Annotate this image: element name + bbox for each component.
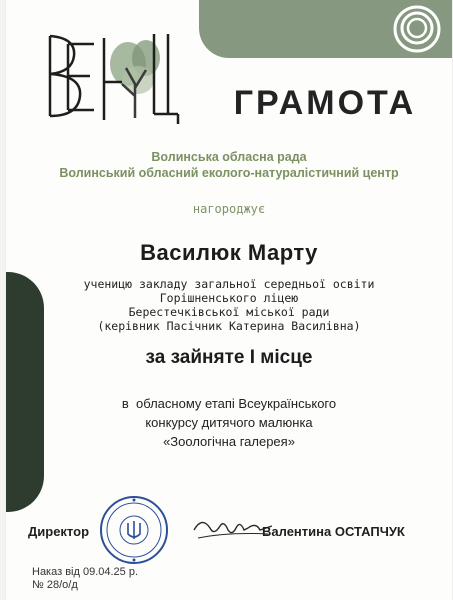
rings-icon <box>392 4 442 54</box>
tree-icon <box>110 40 160 118</box>
director-name: Валентина ОСТАПЧУК <box>262 524 405 539</box>
recipient-name: Василюк Марту <box>140 240 318 265</box>
certificate-title: ГРАМОТА <box>233 84 417 122</box>
director-role: Директор <box>28 524 90 539</box>
order-number: № 28/о/д <box>32 579 78 591</box>
order-info <box>32 566 138 592</box>
contest-line-1: в обласному етапі Всеукраїнського <box>121 396 337 411</box>
trident-icon <box>128 521 140 539</box>
recipient-line-3: Берестечківської міської ради <box>128 305 330 319</box>
awards-label: нагороджує <box>192 202 266 216</box>
contest-line-2: конкурсу дитячого малюнка <box>145 415 313 430</box>
recipient-line-2: Горішненського ліцею <box>159 291 299 305</box>
order-date: Наказ від 09.04.25 р. <box>32 566 139 578</box>
certificate-page <box>6 0 452 600</box>
contest-details <box>6 394 452 451</box>
recipient-details <box>6 277 452 333</box>
place-text: за зайняте І місце <box>145 347 313 368</box>
org-line-1: Волинська обласна рада <box>151 150 307 164</box>
header-accent-bar <box>199 0 452 58</box>
recipient-line-4: (керівник Пасічник Катерина Василівна) <box>97 319 361 333</box>
contest-line-3: «Зоологічна галерея» <box>163 434 295 449</box>
official-stamp <box>98 494 170 566</box>
recipient-line-1: ученицю закладу загальної середньої освіти <box>83 277 375 291</box>
org-line-2: Волинський обласний еколого-натуралістичний центр <box>59 166 399 180</box>
venc-logo <box>42 24 182 124</box>
